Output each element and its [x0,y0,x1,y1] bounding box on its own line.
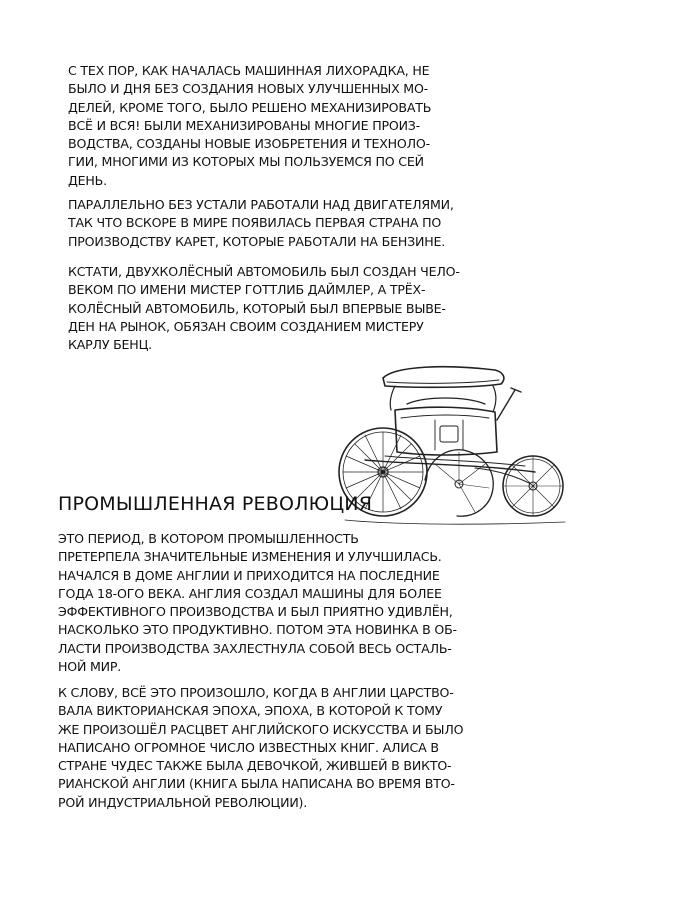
text-line: НАЧАЛСЯ В ДОМЕ АНГЛИИ И ПРИХОДИТСЯ НА ПОСЛЕДНИЕ [58,567,440,583]
section-heading: ПРОМЫШЛЕННАЯ РЕВОЛЮЦИЯ [58,493,373,515]
text-line: С ТЕХ ПОР, КАК НАЧАЛАСЬ МАШИННАЯ ЛИХОРАДКА, НЕ [68,63,430,78]
text-line: КАРЛУ БЕНЦ. [68,337,152,353]
text-line: ВОДСТВА, СОЗДАНЫ НОВЫЕ ИЗОБРЕТЕНИЯ И ТЕХНОЛО- [68,136,430,152]
text-line: РОЙ ИНДУСТРИАЛЬНОЙ РЕВОЛЮЦИИ). [58,794,308,810]
paragraph-daimler-benz [68,263,460,354]
text-line: ПРЕТЕРПЕЛА ЗНАЧИТЕЛЬНЫЕ ИЗМЕНЕНИЯ И УЛУЧШИЛАСЬ. [58,549,442,565]
text-line: ГОДА 18-ОГО ВЕКА. АНГЛИЯ СОЗДАЛ МАШИНЫ ДЛЯ БОЛЕЕ [58,585,442,601]
paragraph-machine-fever [68,62,431,190]
text-line: КОЛЁСНЫЙ АВТОМОБИЛЬ, КОТОРЫЙ БЫЛ ВПЕРВЫЕ ВЫВЕ- [68,300,446,316]
text-line: ПРОИЗВОДСТВУ КАРЕТ, КОТОРЫЕ РАБОТАЛИ НА БЕНЗИНЕ. [68,233,446,249]
text-line: НОЙ МИР. [58,659,122,675]
paragraph-industrial-period [58,530,457,676]
text-line: СТРАНЕ ЧУДЕС ТАКЖЕ БЫЛА ДЕВОЧКОЙ, ЖИВШЕЙ В ВИКТО- [58,758,452,774]
paragraph-victorian-era [58,684,463,812]
text-line: ЖЕ ПРОИЗОШЁЛ РАСЦВЕТ АНГЛИЙСКОГО ИСКУССТВА И БЫЛО [58,721,464,737]
text-line: ЛАСТИ ПРОИЗВОДСТВА ЗАХЛЕСТНУЛА СОБОЙ ВЕСЬ ОСТАЛЬ- [58,640,452,656]
text-line: БЫЛО И ДНЯ БЕЗ СОЗДАНИЯ НОВЫХ УЛУЧШЕННЫХ МО- [68,81,429,97]
text-line: ВЕКОМ ПО ИМЕНИ МИСТЕР ГОТТЛИБ ДАЙМЛЕР, А ТРЁХ- [68,282,426,298]
text-line: ВСЁ И ВСЯ! БЫЛИ МЕХАНИЗИРОВАНЫ МНОГИЕ ПРОИЗ- [68,117,421,133]
text-line: НАПИСАНО ОГРОМНОЕ ЧИСЛО ИЗВЕСТНЫХ КНИГ. АЛИСА В [58,739,439,755]
text-line: ПАРАЛЛЕЛЬНО БЕЗ УСТАЛИ РАБОТАЛИ НАД ДВИГАТЕЛЯМИ, [68,197,454,212]
text-line: ТАК ЧТО ВСКОРЕ В МИРЕ ПОЯВИЛАСЬ ПЕРВАЯ СТРАНА ПО [68,215,442,231]
text-line: ДЕНЬ. [68,172,107,188]
text-line: НАСКОЛЬКО ЭТО ПРОДУКТИВНО. ПОТОМ ЭТА НОВИНКА В ОБ- [58,622,457,638]
text-line: ЭФФЕКТИВНОГО ПРОИЗВОДСТВА И БЫЛ ПРИЯТНО УДИВЛЁН, [58,604,453,620]
text-line: ДЕН НА РЫНОК, ОБЯЗАН СВОИМ СОЗДАНИЕМ МИСТЕРУ [68,318,424,334]
text-line: ЭТО ПЕРИОД, В КОТОРОМ ПРОМЫШЛЕННОСТЬ [58,531,359,546]
text-line: К СЛОВУ, ВСЁ ЭТО ПРОИЗОШЛО, КОГДА В АНГЛИИ ЦАРСТВО- [58,685,454,700]
text-line: ДЕЛЕЙ, КРОМЕ ТОГО, БЫЛО РЕШЕНО МЕХАНИЗИРОВАТЬ [68,99,432,115]
text-line: ГИИ, МНОГИМИ ИЗ КОТОРЫХ МЫ ПОЛЬЗУЕМСЯ ПО СЕЙ [68,154,424,170]
text-line: ВАЛА ВИКТОРИАНСКАЯ ЭПОХА, ЭПОХА, В КОТОРОЙ К ТОМУ [58,703,443,719]
paragraph-engines [68,196,454,251]
text-line: КСТАТИ, ДВУХКОЛЁСНЫЙ АВТОМОБИЛЬ БЫЛ СОЗДАН ЧЕЛО- [68,264,460,279]
text-line: РИАНСКОЙ АНГЛИИ (КНИГА БЫЛА НАПИСАНА ВО ВРЕМЯ ВТО- [58,776,455,792]
